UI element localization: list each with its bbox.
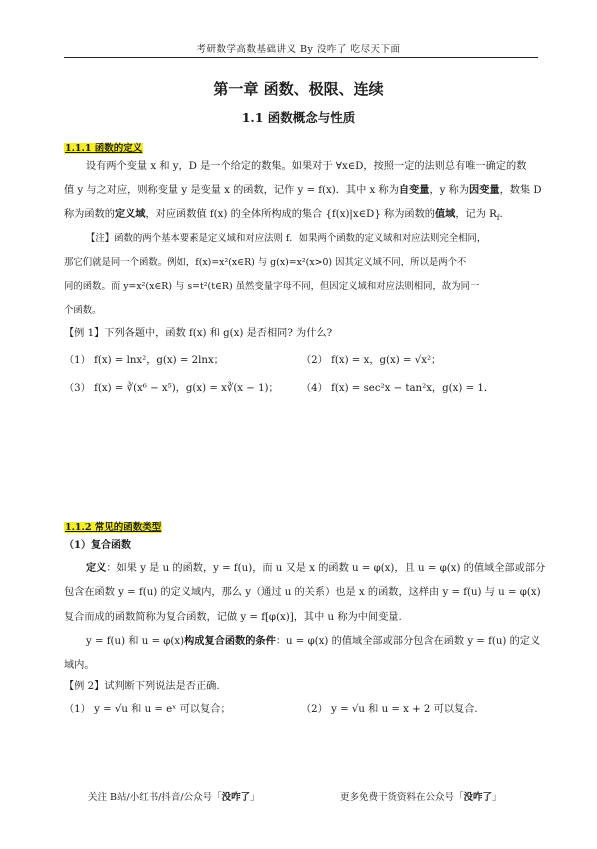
text: ，数集 D xyxy=(499,185,542,196)
term-range: 值域 xyxy=(434,208,456,220)
example-1-prompt: 【例 1】下列各题中，函数 f(x) 和 g(x) 是否相同? 为什么? xyxy=(64,328,333,339)
term-dependent-variable: 因变量 xyxy=(469,184,500,196)
text: y = f(u) 和 u = φ(x) xyxy=(86,636,185,647)
composite-definition-line-3: 复合而成的函数简称为复合函数，记做 y = f[φ(x)]，其中 u 称为中间变量. xyxy=(64,612,402,623)
text: . xyxy=(499,209,503,220)
text: ：如果 y 是 u 的函数，y = f(u)，而 u 又是 x 的函数 u = φ(x)，且 u = φ(x) 的值域全部或部分 xyxy=(106,563,546,574)
text: 值 y 与之对应，则称变量 y 是变量 x 的函数，记作 y = f(x)．其中 x 称为 xyxy=(64,185,399,196)
text: 关注 B站/小红书/抖音/公众号「 xyxy=(88,792,222,803)
text: ：u = φ(x) 的值域全部或部分包含在函数 y = f(u) 的定义 xyxy=(275,636,541,647)
example-1-item-4: （4） f(x) = sec²x − tan²x，g(x) = 1． xyxy=(301,383,495,394)
footer-right xyxy=(340,789,502,803)
text: 更多免费干货资料在公众号「 xyxy=(340,792,464,803)
definition-line-1: 设有两个变量 x 和 y，D 是一个给定的数集。如果对于 ∀x∈D，按照一定的法则总有唯一确定的数 xyxy=(86,161,527,172)
composite-definition-line-2: 包含在函数 y = f(u) 的定义域内，那么 y（通过 u 的关系）也是 x 的函数，这样由 y = f(u) 与 u = φ(x) xyxy=(64,587,541,598)
subscript-f: f xyxy=(496,214,500,223)
example-1-item-2: （2） f(x) = x，g(x) = √x²； xyxy=(301,355,442,366)
text: 」 xyxy=(492,792,502,803)
example-1-item-1: （1） f(x) = lnx²，g(x) = 2lnx； xyxy=(64,355,224,366)
composite-function-heading: （1）复合函数 xyxy=(64,540,131,551)
subsection-heading-1-1-1 xyxy=(64,136,143,155)
footer-brand: 没咋了 xyxy=(221,792,251,803)
footer-brand: 没咋了 xyxy=(463,792,493,803)
term-definition: 定义 xyxy=(86,562,107,574)
composite-condition-line-2: 域内。 xyxy=(64,660,95,671)
term-composite-condition: 构成复合函数的条件 xyxy=(184,635,276,647)
example-2-item-1: （1） y = √u 和 u = eˣ 可以复合； xyxy=(64,704,231,715)
text: ，记为 R xyxy=(455,209,497,220)
subsection-heading-text: 1.1.2 常见的函数类型 xyxy=(65,522,162,533)
header-rule xyxy=(64,57,538,58)
text: ，对应函数值 f(x) 的全体所构成的集合 {f(x)|x∈D} 称为函数的 xyxy=(145,209,435,220)
text: 」 xyxy=(250,792,260,803)
text: 称为函数的 xyxy=(64,209,115,220)
example-2-prompt: 【例 2】试判断下列说法是否正确. xyxy=(64,681,220,692)
note-line-4: 个函数。 xyxy=(64,305,102,316)
composite-condition-line-1 xyxy=(86,632,540,647)
note-line-3: 同的函数。而 y=x²(x∈R) 与 s=t²(t∈R) 虽然变量字母不同，但因定义域和对应法则相同，故为同一 xyxy=(64,281,480,292)
term-domain: 定义域 xyxy=(114,208,146,220)
example-2-item-2: （2） y = √u 和 u = x + 2 可以复合. xyxy=(301,704,478,715)
subsection-heading-1-1-2 xyxy=(64,515,162,534)
chapter-title: 第一章 函数、极限、连续 xyxy=(213,80,384,98)
text: ，y 称为 xyxy=(429,185,470,196)
definition-line-3 xyxy=(64,205,503,222)
example-1-item-3: （3） f(x) = ∛(x⁶ − x⁵)，g(x) = x∛(x − 1)； xyxy=(64,383,279,394)
subsection-heading-text: 1.1.1 函数的定义 xyxy=(65,143,143,154)
composite-definition-line-1 xyxy=(86,559,545,574)
note-line-1: 【注】函数的两个基本要素是定义域和对应法则 f．如果两个函数的定义域和对应法则完全相同， xyxy=(86,233,487,244)
footer-left xyxy=(88,789,260,803)
term-independent-variable: 自变量 xyxy=(398,184,430,196)
page-header: 考研数学高数基础讲义 By 没咋了 吃尽天下面 xyxy=(196,44,401,55)
definition-line-2 xyxy=(64,181,542,196)
section-title: 1.1 函数概念与性质 xyxy=(241,110,356,125)
note-line-2: 那它们就是同一个函数。例如，f(x)=x²(x∈R) 与 g(x)=x²(x>0) 因其定义域不同，所以是两个不 xyxy=(64,257,467,268)
